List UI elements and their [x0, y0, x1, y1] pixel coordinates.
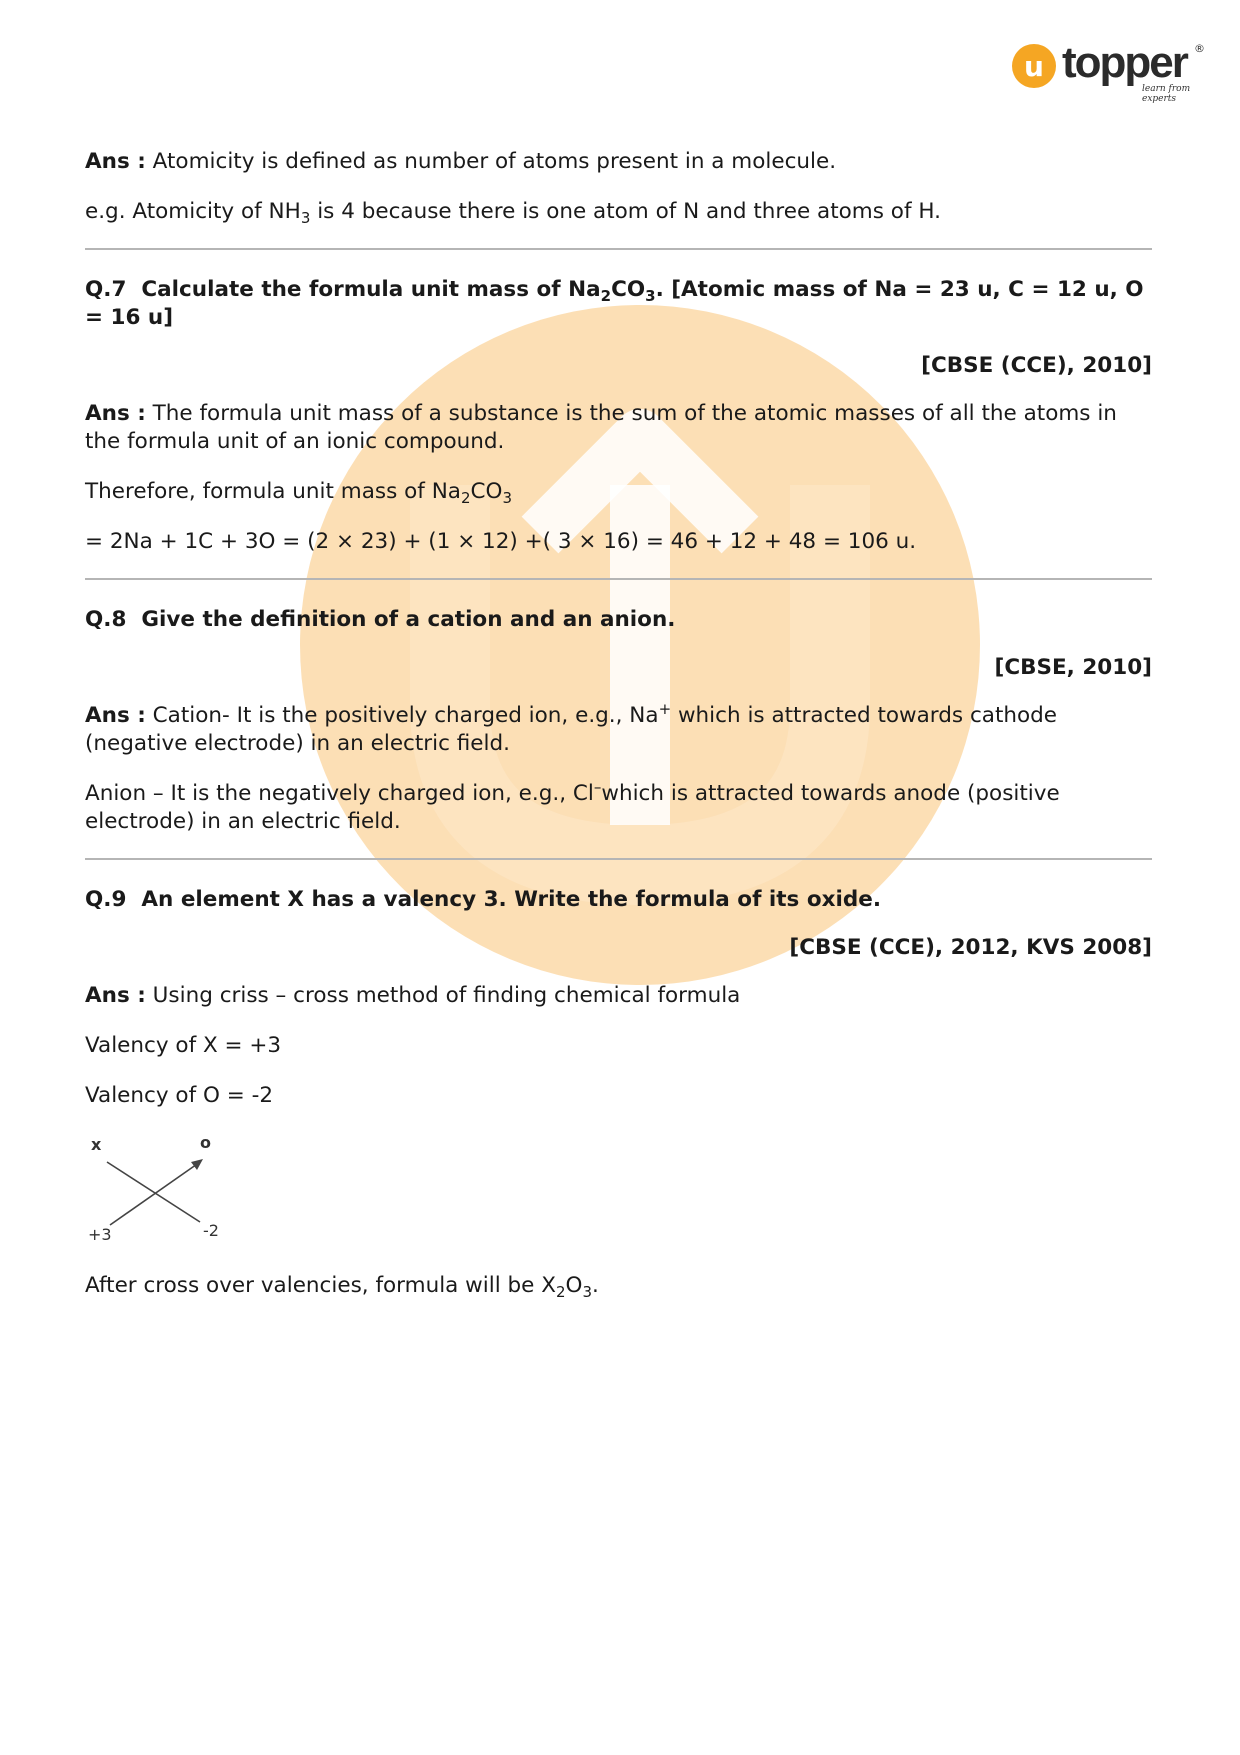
q8-question: Q.8 Give the definition of a cation and an anion.: [85, 607, 676, 632]
logo-u-icon: u: [1012, 44, 1056, 88]
page-content: [85, 148, 1152, 1322]
q9-valency-o: Valency of O = -2: [85, 1083, 274, 1108]
q9-source: [CBSE (CCE), 2012, KVS 2008]: [789, 935, 1152, 960]
diagram-arrow-plus3-to-o: [110, 1162, 200, 1225]
q8-anion: Anion – It is the negatively charged ion, e.g., Cl–which is attracted towards anode (positive electrode) in an electric field.: [85, 778, 1060, 834]
diagram-label-minus2: -2: [203, 1221, 219, 1240]
diagram-label-x: x: [91, 1135, 102, 1154]
q7-answer: Ans : The formula unit mass of a substance is the sum of the atomic masses of all the atoms in the formula unit of an ionic compound.: [85, 401, 1117, 454]
diagram-label-o: o: [200, 1133, 211, 1152]
criss-cross-diagram: [85, 1132, 235, 1252]
q9-answer: Ans : Using criss – cross method of finding chemical formula: [85, 983, 741, 1008]
logo-registered-mark: ®: [1194, 42, 1205, 55]
divider: [85, 578, 1152, 580]
q9-result: After cross over valencies, formula will be $X_2O_3$.: [85, 1273, 599, 1301]
q7-therefore: Therefore, formula unit mass of $Na_2CO_3$: [85, 479, 512, 507]
logo-tagline: learn from experts: [1142, 84, 1191, 104]
intro-example: e.g. Atomicity of $NH_3$ is 4 because there is one atom of N and three atoms of H.: [85, 199, 941, 227]
q8-source: [CBSE, 2010]: [994, 655, 1152, 680]
diagram-label-plus3: +3: [88, 1225, 112, 1244]
brand-logo: [1012, 38, 1212, 104]
q9-valency-x: Valency of X = +3: [85, 1033, 282, 1058]
q8-cation: Ans : Cation- It is the positively charged ion, e.g., Na+ which is attracted towards cathode (negative electrode) in an electric field.: [85, 700, 1058, 756]
intro-answer: Ans : Atomicity is defined as number of atoms present in a molecule.: [85, 149, 837, 174]
divider: [85, 248, 1152, 250]
diagram-arrowhead: [191, 1159, 203, 1170]
q7-calculation: = 2Na + 1C + 3O = (2 × 23) + (1 × 12) +( 3 × 16) = 46 + 12 + 48 = 106 u.: [85, 529, 917, 554]
q7-source: [CBSE (CCE), 2010]: [921, 353, 1152, 378]
divider: [85, 858, 1152, 860]
q7-question: Q.7 Calculate the formula unit mass of $Na_2CO_3$. [Atomic mass of Na = 23 u, C = 12 u, O = 16 u]: [85, 277, 1144, 330]
q9-question: Q.9 An element X has a valency 3. Write the formula of its oxide.: [85, 887, 881, 912]
logo-text: topper: [1062, 38, 1187, 87]
